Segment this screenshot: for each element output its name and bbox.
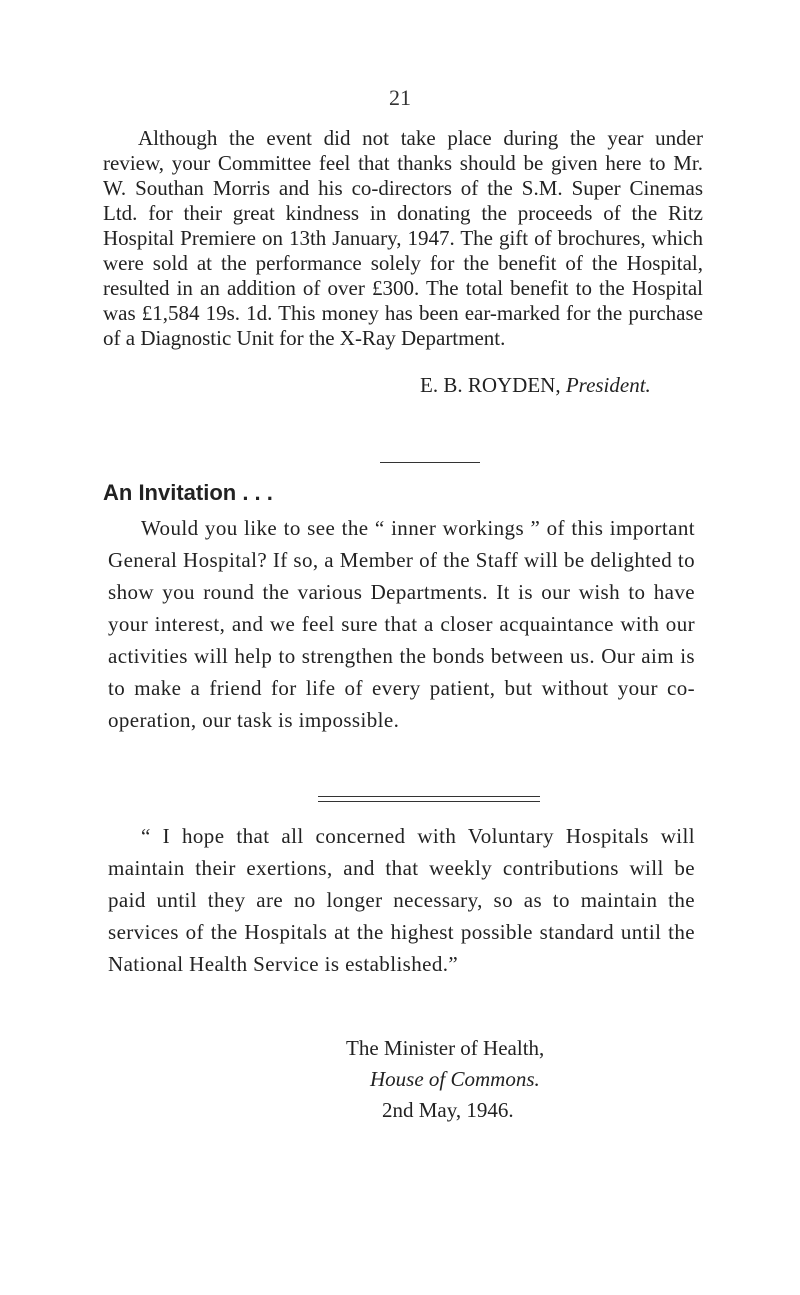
attribution-author: The Minister of Health, — [346, 1036, 545, 1060]
quote-attribution — [0, 1033, 800, 1126]
minister-quote: “ I hope that all concerned with Voluntary Hospitals will maintain their exertions, and that weekly contributions will be paid until they are no longer necessary, so as to maintain the services of the Hospitals at the highest possible standard until the National Health Service is established.” — [108, 824, 695, 976]
page-number: 21 — [389, 85, 411, 110]
attribution-date: 2nd May, 1946. — [382, 1098, 514, 1122]
invitation-paragraph: Would you like to see the “ inner workings ” of this important General Hospital? If so, a Member of the Staff will be delighted to show you round the various Departments. It is our wish to have your interest, and we feel sure that a closer acquaintance with our activities will help to strengthen the bonds between us. Our aim is to make a friend for life of every patient, but without your co-operation, our task is impossible. — [108, 516, 695, 732]
attribution-place: House of Commons. — [370, 1067, 540, 1091]
signature — [420, 373, 651, 398]
double-divider — [318, 796, 540, 802]
section-divider — [380, 462, 480, 463]
invitation-heading: An Invitation . . . — [103, 480, 273, 505]
signature-title: President. — [565, 373, 651, 397]
signature-name: E. B. ROYDEN, — [420, 373, 561, 397]
intro-paragraph: Although the event did not take place during the year under review, your Committee feel that thanks should be given here to Mr. W. Southan Morris and his co-directors of the S.M. Super Cinemas Ltd. for their great kindness in donating the proceeds of the Ritz Hospital Premiere on 13th January, 1947. The gift of brochures, which were sold at the performance solely for the benefit of the Hospital, resulted in an addition of over £300. The total benefit to the Hospital was £1,584 19s. 1d. This money has been ear-marked for the purchase of a Diagnostic Unit for the X-Ray Department. — [103, 126, 703, 350]
